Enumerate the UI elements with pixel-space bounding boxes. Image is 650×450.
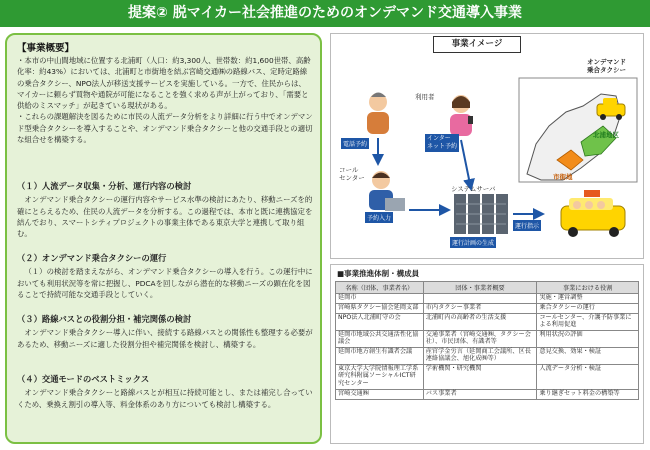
table-row bbox=[336, 294, 639, 304]
call-center-label: コール センター bbox=[339, 166, 365, 182]
table-cell: 人流データ分析・検証 bbox=[537, 365, 639, 390]
item-2 bbox=[17, 253, 313, 300]
table-row bbox=[336, 331, 639, 348]
item-body: オンデマンド乗合タクシーの運行内容やサービス水準の検討にあたり、移動ニーズを的確にとらえるため、住民の人流データを分析する。この過程では、本市と既に連携協定を結んでおり、スマートシティプロジェクトの事業主体である東京大学と連携して取り組む。 bbox=[17, 195, 313, 239]
image-title: 事業イメージ bbox=[433, 36, 521, 53]
system-server-label: システムサーバ bbox=[451, 185, 496, 193]
table-title: ■事業推進体制・構成員 bbox=[337, 269, 420, 278]
item-1 bbox=[17, 181, 313, 239]
table-cell: 宮崎交通㈱ bbox=[336, 390, 424, 400]
table-cell: 交通事業者（宮崎交通㈱、タクシー会社）、市民団体、有識者等 bbox=[423, 331, 537, 348]
route-generation-label: 運行計画の生成 bbox=[450, 237, 496, 248]
table-cell: 産官学金労言（延岡商工会議所、区長連絡協議会、旭化成㈱等） bbox=[423, 348, 537, 365]
overview-paragraph: ・本市の中山間地域に位置する北浦町（人口：約3,300人、世帯数：約1,600世帯、高齢化率：約43%）においては、北浦町と市街地を結ぶ宮崎交通㈱の路線バス、定時定路線の乗合タクシー、NPO法人が移送支援サービスを実施している。一方で、住民からは、マイカーに頼らず買物や通院が可能になることを強く求める声が上がっており、「需要と供給のミスマッチ」が起きている現状がある。 bbox=[17, 56, 311, 111]
area-label: 北浦地区 bbox=[593, 131, 619, 139]
table-cell bbox=[423, 294, 537, 304]
overview-panel bbox=[5, 33, 322, 444]
table-cell: 市内タクシー事業者 bbox=[423, 304, 537, 314]
table-cell: 意見交換、効果・検証 bbox=[537, 348, 639, 365]
table-cell: 実施・運営調整 bbox=[537, 294, 639, 304]
item-body: （１）の検討を踏まえながら、オンデマンド乗合タクシーの導入を行う。この運行中においても利用状況等を常に把握し、PDCAを回しながら潜在的な移動ニーズの顕在化を図ることで持続可能な交通手段としていく。 bbox=[17, 267, 313, 299]
business-image-panel bbox=[330, 33, 644, 259]
call-center-operator-icon bbox=[369, 171, 405, 211]
table-cell: コールセンター、介護予防事業による利用促進 bbox=[537, 314, 639, 331]
map-icon bbox=[519, 78, 637, 182]
table-cell: 延岡市 bbox=[336, 294, 424, 304]
table-cell: 乗合タクシーの運行 bbox=[537, 304, 639, 314]
table-cell: 利用状況の評価 bbox=[537, 331, 639, 348]
table-cell: 学術機関・研究機関 bbox=[423, 365, 537, 390]
user-label: 利用者 bbox=[415, 93, 435, 101]
table-cell: NPO法人北浦町守の会 bbox=[336, 314, 424, 331]
table-cell: 東京大学大学院情報理工学系研究科附属ソーシャルICT研究センター bbox=[336, 365, 424, 390]
table-cell: 延岡市地域公共交通活性化協議会 bbox=[336, 331, 424, 348]
overview-paragraph: ・これらの課題解決を図るために市民の人流データ分析をより詳細に行う中でオンデマンド型乗合タクシーを導入することや、オンデマンド乗合タクシーと他の交通手段との適切な組合せを構築する。 bbox=[17, 112, 313, 145]
item-title: （３）路線バスとの役割分担・補完関係の検討 bbox=[17, 314, 192, 324]
table-row bbox=[336, 304, 639, 314]
item-title: （２）オンデマンド乗合タクシーの運行 bbox=[17, 253, 167, 263]
title-bar bbox=[0, 0, 650, 27]
column-header: 名称（団体、事業者名） bbox=[336, 282, 424, 294]
organization-table bbox=[335, 281, 639, 400]
table-cell: 宮崎県タクシー協会延岡支部 bbox=[336, 304, 424, 314]
organization-panel bbox=[330, 264, 644, 444]
item-body: オンデマンド乗合タクシー導入に伴い、接続する路線バスとの関係性も整理する必要があるため、移動ニーズに適した役割分担や補完関係を検討し、構築する。 bbox=[17, 328, 313, 349]
column-header: 事業における役割 bbox=[537, 282, 639, 294]
item-title: （１）人流データ収集・分析、運行内容の検討 bbox=[17, 181, 192, 191]
overview-summary bbox=[17, 55, 313, 145]
taxi-passengers-icon bbox=[561, 190, 625, 237]
item-body: オンデマンド乗合タクシーと路線バスとが相互に持続可能とし、または補完し合っていくため、乗換え割引の導入等、料金体系のあり方についても検討し構築する。 bbox=[17, 388, 313, 409]
net-order-label: インター ネット予約 bbox=[427, 135, 458, 150]
taxi-label: オンデマンド 乗合タクシー bbox=[587, 58, 626, 74]
table-row bbox=[336, 314, 639, 331]
item-4 bbox=[17, 374, 313, 410]
item-3 bbox=[17, 314, 313, 350]
dispatch-label: 運行指示 bbox=[513, 220, 541, 231]
table-cell: 乗り継ぎセット料金の構築等 bbox=[537, 390, 639, 400]
table-cell: 延岡市地方創生有識者会議 bbox=[336, 348, 424, 365]
table-row bbox=[336, 348, 639, 365]
overview-heading: 【事業概要】 bbox=[17, 43, 75, 54]
user-woman-icon bbox=[450, 95, 473, 136]
table-cell: 北浦町内の高齢者の生活支援 bbox=[423, 314, 537, 331]
user-elder-icon bbox=[367, 93, 389, 135]
system-server-icon bbox=[454, 194, 508, 234]
phone-order-label: 電話予約 bbox=[341, 138, 369, 149]
table-row bbox=[336, 390, 639, 400]
booking-input-label: 予約入力 bbox=[365, 212, 393, 223]
table-cell: バス事業者 bbox=[423, 390, 537, 400]
page-title: 提案② 脱マイカー社会推進のためのオンデマンド交通導入事業 bbox=[127, 5, 523, 21]
table-row bbox=[336, 365, 639, 390]
item-title: （４）交通モードのベストミックス bbox=[17, 374, 150, 384]
column-header: 団体・事業者概要 bbox=[423, 282, 537, 294]
city-label: 市街地 bbox=[553, 173, 573, 181]
